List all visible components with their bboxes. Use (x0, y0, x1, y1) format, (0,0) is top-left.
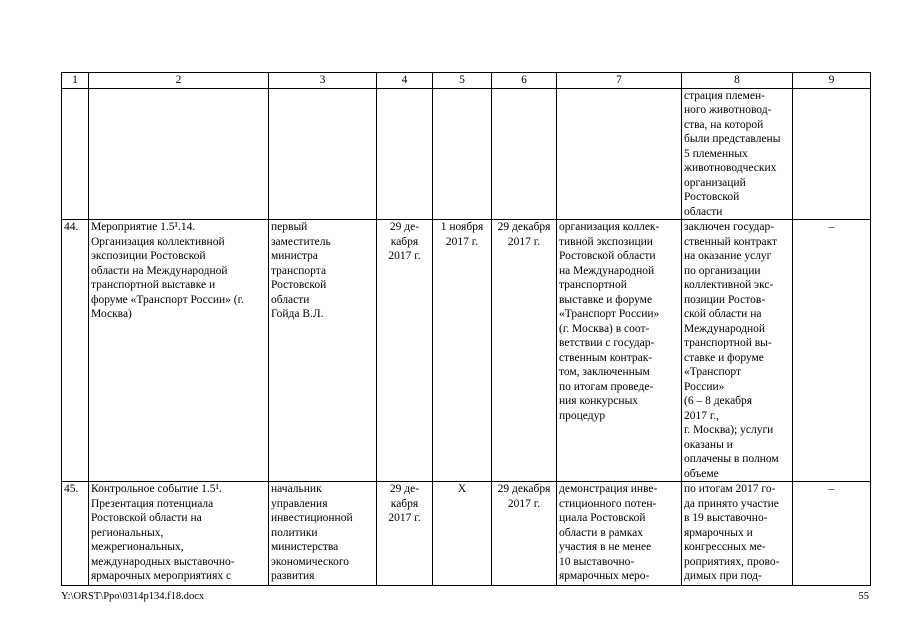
empty-cell (62, 88, 89, 220)
row-number: 45. (62, 482, 89, 586)
planned-date: 29 де- кабря 2017 г. (377, 220, 433, 482)
table-row (62, 220, 871, 482)
note: – (793, 482, 871, 586)
column-number: 9 (793, 73, 871, 89)
empty-cell (433, 88, 492, 220)
column-number: 4 (377, 73, 433, 89)
activity-name: Мероприятие 1.5¹.14. Организация коллективной экспозиции Ростовской области на Международной транспортной выставке и форуме «Транспорт России» (г. Москва) (89, 220, 269, 482)
continuation-row (62, 88, 871, 220)
table-row (62, 482, 871, 586)
responsible-person: первый заместитель министра транспорта Ростовской области Гойда В.Л. (269, 220, 377, 482)
column-number-header-row (62, 73, 871, 89)
planned-date: 29 де- кабря 2017 г. (377, 482, 433, 586)
empty-cell (793, 88, 871, 220)
responsible-person: начальник управления инвестиционной политики министерства экономического развития (269, 482, 377, 586)
column-number: 2 (89, 73, 269, 89)
page-number: 55 (858, 591, 869, 602)
empty-cell (557, 88, 682, 220)
actual-result: заключен государ- ственный контракт на оказание услуг по организации коллективной экс- позиции Ростов- ской области на Международной транспортной вы- ставке и форуме «Транспорт России» (6 – 8 декабря 2017 г., г. Москва); услуги оказаны и оплачены в полном объеме (682, 220, 793, 482)
note: – (793, 220, 871, 482)
empty-cell (89, 88, 269, 220)
column-number: 6 (492, 73, 557, 89)
footer-file-path: Y:\ORST\Ppo\0314p134.f18.docx (61, 591, 205, 602)
column-number: 3 (269, 73, 377, 89)
actual-start-date: 1 ноября 2017 г. (433, 220, 492, 482)
actual-start-date: Х (433, 482, 492, 586)
actual-end-date: 29 декабря 2017 г. (492, 220, 557, 482)
report-table (61, 72, 871, 586)
expected-result: демонстрация инве- стиционного потен- циала Ростовской области в рамках участия в не менее 10 выставочно- ярмарочных меро- (557, 482, 682, 586)
actual-end-date: 29 декабря 2017 г. (492, 482, 557, 586)
actual-result: по итогам 2017 го- да принято участие в 19 выставочно- ярмарочных и конгрессных ме- роприятиях, прово- димых при под- (682, 482, 793, 586)
activity-name: Контрольное событие 1.5¹. Презентация потенциала Ростовской области на региональных, межрегиональных, международных выставочно- ярмарочных мероприятиях с (89, 482, 269, 586)
actual-result-continuation: страция племен- ного животновод- ства, на которой были представлены 5 племенных животноводческих организаций Ростовской области (682, 88, 793, 220)
empty-cell (269, 88, 377, 220)
column-number: 1 (62, 73, 89, 89)
empty-cell (492, 88, 557, 220)
empty-cell (377, 88, 433, 220)
expected-result: организация коллек- тивной экспозиции Ростовской области на Международной транспортной выставке и форуме «Транспорт России» (г. Москва) в соот- ветствии с государ- ственным контрак- том, заключенным по итогам проведе- ния конкурсных процедур (557, 220, 682, 482)
column-number: 8 (682, 73, 793, 89)
column-number: 5 (433, 73, 492, 89)
column-number: 7 (557, 73, 682, 89)
row-number: 44. (62, 220, 89, 482)
